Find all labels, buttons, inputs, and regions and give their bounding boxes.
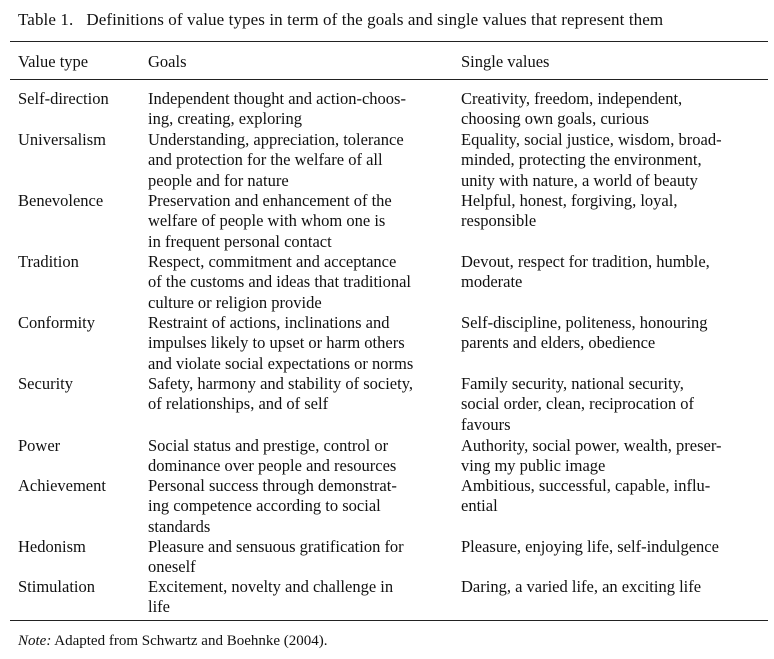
- goals-cell: [148, 313, 437, 374]
- single-values-line: Creativity, freedom, independent,: [461, 89, 683, 108]
- goals-cell: [148, 577, 437, 618]
- goals-line: life: [148, 597, 170, 617]
- header-rule: [10, 79, 768, 80]
- single-values-line: responsible: [461, 211, 537, 231]
- single-values-line: Pleasure, enjoying life, self-indulgence: [461, 537, 719, 556]
- goals-line: Pleasure and sensuous gratification for: [148, 537, 404, 556]
- single-values-line: Family security, national security,: [461, 374, 684, 393]
- single-values-cell: [461, 89, 751, 130]
- value-type-cell: Hedonism: [18, 537, 86, 556]
- single-values-cell: [461, 252, 751, 293]
- header-value-type: Value type: [18, 52, 89, 71]
- goals-line: and violate social expectations or norms: [148, 353, 414, 373]
- goals-line: ing, creating, exploring: [148, 109, 302, 129]
- single-values-cell: [461, 374, 751, 435]
- single-values-cell: [461, 130, 751, 191]
- single-values-line: favours: [461, 414, 511, 434]
- goals-line: of the customs and ideas that traditional: [148, 272, 412, 292]
- goals-line: culture or religion provide: [148, 292, 322, 312]
- goals-line: oneself: [148, 557, 196, 577]
- goals-line: Excitement, novelty and challenge in: [148, 577, 394, 596]
- goals-line: standards: [148, 516, 211, 536]
- goals-cell: [148, 89, 437, 130]
- value-type-cell: Security: [18, 374, 73, 393]
- note-text: Adapted from Schwartz and Boehnke (2004).: [54, 633, 328, 649]
- header-goals: Goals: [148, 52, 187, 71]
- goals-line: in frequent personal contact: [148, 231, 332, 251]
- value-type-cell: Stimulation: [18, 577, 96, 596]
- single-values-line: Authority, social power, wealth, preser-: [461, 436, 722, 455]
- goals-line: impulses likely to upset or harm others: [148, 333, 405, 353]
- bottom-rule: [10, 620, 768, 621]
- single-values-cell: [461, 313, 751, 354]
- goals-cell: [148, 191, 437, 252]
- single-values-line: moderate: [461, 272, 523, 292]
- single-values-line: ential: [461, 496, 498, 516]
- goals-cell: [148, 436, 437, 477]
- goals-line: dominance over people and resources: [148, 456, 397, 476]
- single-values-cell: [461, 577, 751, 597]
- single-values-line: unity with nature, a world of beauty: [461, 170, 698, 190]
- single-values-line: Self-discipline, politeness, honouring: [461, 313, 708, 332]
- table-note: [18, 633, 328, 650]
- goals-line: Understanding, appreciation, tolerance: [148, 130, 404, 149]
- single-values-cell: [461, 191, 751, 232]
- goals-cell: [148, 130, 437, 191]
- value-type-cell: Achievement: [18, 476, 106, 495]
- single-values-line: minded, protecting the environment,: [461, 150, 702, 170]
- single-values-line: ving my public image: [461, 456, 606, 476]
- goals-line: and protection for the welfare of all: [148, 150, 383, 170]
- single-values-line: Daring, a varied life, an exciting life: [461, 577, 702, 596]
- table-title: Definitions of value types in term of the goals and single values that represent them: [86, 10, 664, 29]
- single-values-line: Ambitious, successful, capable, influ-: [461, 476, 711, 495]
- goals-cell: [148, 537, 437, 578]
- goals-cell: [148, 374, 437, 415]
- goals-cell: [148, 476, 437, 537]
- goals-line: of relationships, and of self: [148, 394, 329, 414]
- single-values-line: Helpful, honest, forgiving, loyal,: [461, 191, 678, 210]
- header-single-values: Single values: [461, 52, 550, 71]
- goals-line: Personal success through demonstrat-: [148, 476, 397, 495]
- top-rule: [10, 41, 768, 42]
- goals-line: ing competence according to social: [148, 496, 381, 516]
- goals-line: Respect, commitment and acceptance: [148, 252, 397, 271]
- single-values-line: Equality, social justice, wisdom, broad-: [461, 130, 722, 149]
- value-type-cell: Tradition: [18, 252, 79, 271]
- value-type-cell: Self-direction: [18, 89, 109, 108]
- table-caption: [18, 10, 663, 30]
- single-values-line: Devout, respect for tradition, humble,: [461, 252, 710, 271]
- single-values-line: social order, clean, reciprocation of: [461, 394, 694, 414]
- value-type-cell: Benevolence: [18, 191, 104, 210]
- goals-line: Independent thought and action-choos-: [148, 89, 406, 108]
- single-values-cell: [461, 537, 751, 557]
- goals-line: Restraint of actions, inclinations and: [148, 313, 390, 332]
- single-values-cell: [461, 436, 751, 477]
- goals-line: welfare of people with whom one is: [148, 211, 386, 231]
- goals-line: Social status and prestige, control or: [148, 436, 389, 455]
- value-type-cell: Power: [18, 436, 61, 455]
- value-type-cell: Conformity: [18, 313, 95, 332]
- goals-cell: [148, 252, 437, 313]
- single-values-cell: [461, 476, 751, 517]
- value-type-cell: Universalism: [18, 130, 106, 149]
- goals-line: Preservation and enhancement of the: [148, 191, 392, 210]
- goals-line: Safety, harmony and stability of society,: [148, 374, 414, 393]
- single-values-line: parents and elders, obedience: [461, 333, 656, 353]
- note-label: Note:: [18, 633, 52, 649]
- goals-line: people and for nature: [148, 170, 289, 190]
- table-number: Table 1.: [18, 10, 74, 29]
- single-values-line: choosing own goals, curious: [461, 109, 649, 129]
